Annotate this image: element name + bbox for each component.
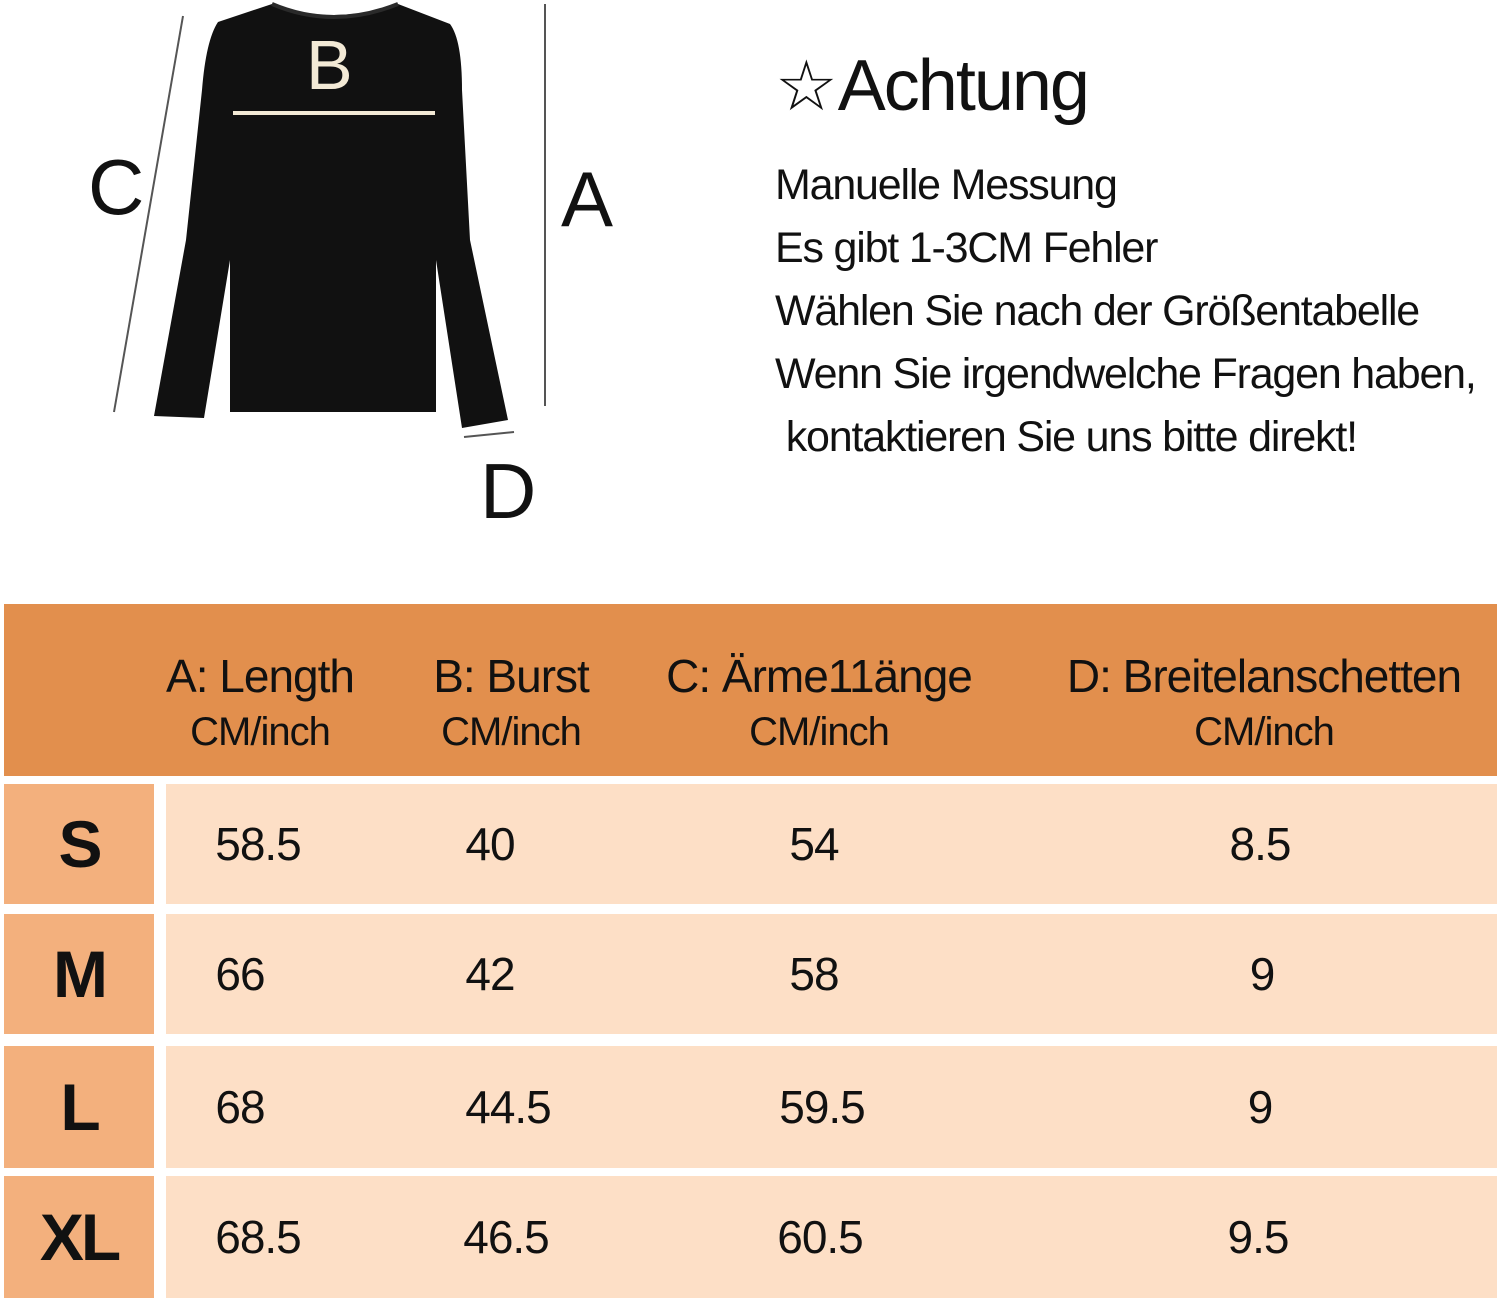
size-cell: S	[4, 784, 154, 904]
cell-length: 58.5	[215, 818, 301, 870]
cell-length: 68	[215, 1081, 265, 1133]
table-row-xl	[4, 1176, 1497, 1298]
cuff-width-line	[464, 432, 514, 437]
notice-heading	[775, 38, 1485, 134]
notice-title: Achtung	[837, 46, 1088, 126]
notice-lines	[775, 154, 1485, 469]
cell-bust: 40	[465, 818, 515, 870]
header-label: B: Burst	[433, 650, 589, 702]
header-length	[144, 648, 376, 760]
cell-bust: 44.5	[465, 1081, 551, 1133]
notice-line: Wählen Sie nach der Größentabelle	[775, 287, 1420, 335]
label-d: D	[480, 447, 537, 535]
header-label: A: Length	[166, 650, 354, 702]
header-label: C: Ärme11änge	[666, 650, 972, 702]
cell-cuff: 8.5	[1229, 818, 1291, 870]
cell-bust: 42	[465, 948, 515, 1000]
header-cuff	[1054, 648, 1474, 760]
cell-sleeve: 59.5	[779, 1081, 865, 1133]
header-unit: CM/inch	[190, 710, 330, 754]
header-unit: CM/inch	[1194, 710, 1334, 754]
header-bust	[398, 648, 624, 760]
notice-panel	[775, 38, 1485, 469]
table-row-m	[4, 914, 1497, 1034]
header-sleeve	[654, 648, 984, 760]
star-icon: ☆	[775, 47, 836, 125]
cell-sleeve: 54	[789, 818, 839, 870]
header-label: D: Breitelanschetten	[1066, 650, 1462, 702]
size-table	[4, 604, 1497, 1298]
cell-cuff: 9.5	[1227, 1211, 1289, 1263]
shirt-measurement-figure	[0, 0, 720, 560]
size-cell: XL	[4, 1176, 154, 1298]
cell-length: 68.5	[215, 1211, 301, 1263]
size-cell: M	[4, 914, 154, 1034]
cell-sleeve: 60.5	[777, 1211, 863, 1263]
label-c: C	[88, 143, 145, 231]
table-header	[4, 604, 1497, 776]
label-a: A	[561, 155, 614, 243]
label-b: B	[306, 26, 353, 104]
table-row-s	[4, 784, 1497, 904]
header-unit: CM/inch	[441, 710, 581, 754]
notice-line: Es gibt 1-3CM Fehler	[775, 224, 1158, 272]
cell-cuff: 9	[1247, 1081, 1273, 1133]
notice-line: Manuelle Messung	[775, 161, 1117, 209]
notice-line: Wenn Sie irgendwelche Fragen haben,	[775, 350, 1476, 398]
cell-sleeve: 58	[789, 948, 839, 1000]
shirt-illustration	[0, 0, 720, 560]
cell-length: 66	[215, 948, 265, 1000]
cell-cuff: 9	[1249, 948, 1275, 1000]
cell-bust: 46.5	[463, 1211, 549, 1263]
header-unit: CM/inch	[749, 710, 889, 754]
table-row-l	[4, 1046, 1497, 1168]
notice-line: kontaktieren Sie uns bitte direkt!	[775, 413, 1357, 461]
size-cell: L	[4, 1046, 154, 1168]
